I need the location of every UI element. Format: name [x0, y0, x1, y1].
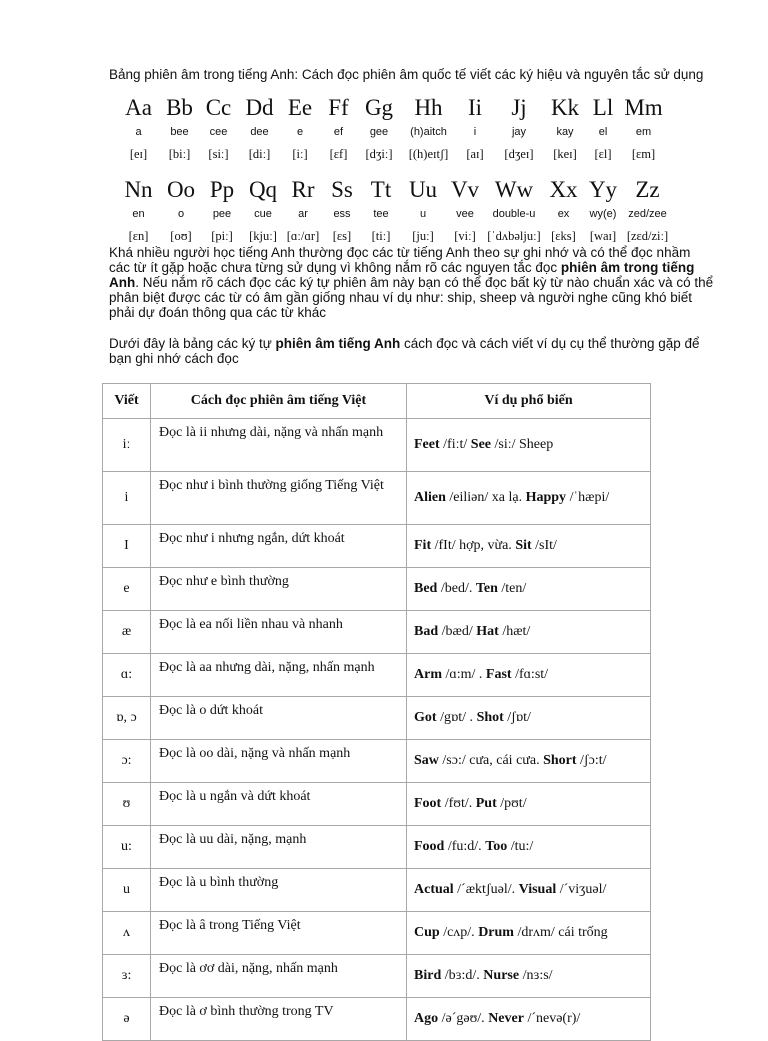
example-word: Fit — [414, 538, 432, 553]
example-word: Saw — [414, 753, 439, 768]
example-transcription: /cʌp/. — [439, 925, 479, 940]
example-word: Alien — [414, 490, 446, 505]
table-row — [103, 998, 651, 1041]
pronunciation-description: Đọc là o dứt khoát — [151, 697, 407, 740]
alphabet-letter-name: e — [296, 126, 304, 138]
alphabet-cell — [401, 177, 445, 243]
example-word: Put — [475, 796, 497, 811]
example-transcription: /ten/ — [497, 581, 527, 596]
alphabet-row-2 — [116, 177, 673, 243]
pronunciation-description: Đọc như i nhưng ngắn, dứt khoát — [151, 525, 407, 568]
alphabet-letter-name: em — [635, 126, 652, 138]
example-word: Foot — [414, 796, 442, 811]
alphabet-letter-name: kay — [556, 126, 574, 138]
alphabet-letter-name: o — [177, 208, 185, 220]
alphabet-ipa: [piː] — [211, 229, 233, 243]
example-transcription: /bæd/ — [438, 624, 477, 639]
example-word: Sit — [515, 538, 532, 553]
example-word: Happy — [525, 490, 567, 505]
example-word: Arm — [414, 667, 442, 682]
table-row — [103, 611, 651, 654]
alphabet-letters: Ee — [287, 95, 313, 120]
alphabet-cell — [198, 95, 239, 161]
alphabet-letters: Kk — [550, 95, 580, 120]
alphabet-letters: Bb — [166, 95, 193, 120]
example-word: Shot — [476, 710, 504, 725]
alphabet-cell — [485, 177, 543, 243]
alphabet-letter-name: i — [473, 126, 477, 138]
alphabet-letters: Hh — [414, 95, 443, 120]
table-row — [103, 654, 651, 697]
alphabet-cell — [357, 95, 401, 161]
alphabet-letters: Ff — [328, 95, 349, 120]
para1-text-1: Khá nhiều người học tiếng Anh thường đọc các từ tiếng Anh theo sự ghi nhớ và có thể đọc nhầm các từ ít gặp hoặc chưa từng sử dụng vì không nắm rõ các nguyen tắc đọc — [109, 245, 691, 275]
alphabet-cell — [280, 95, 320, 161]
alphabet-letter-name: tee — [373, 208, 389, 220]
example-transcription: /hæt/ — [498, 624, 531, 639]
alphabet-cell — [456, 95, 494, 161]
example-cell — [407, 912, 651, 955]
alphabet-ipa: [dʒiː] — [365, 147, 393, 161]
example-word: Fast — [485, 667, 512, 682]
example-word: Feet — [414, 437, 440, 452]
alphabet-cell — [243, 177, 283, 243]
example-word: See — [470, 437, 491, 452]
alphabet-letters: Qq — [248, 177, 278, 202]
example-word: Nurse — [483, 968, 520, 983]
alphabet-ipa: [ɛks] — [551, 229, 576, 243]
alphabet-cell — [201, 177, 243, 243]
example-transcription: /eiliən/ xa lạ. — [445, 490, 526, 505]
alphabet-letter-name: gee — [369, 126, 389, 138]
alphabet-letters: Xx — [549, 177, 578, 202]
phonetic-symbol: ə — [103, 998, 151, 1041]
example-transcription: /bɜ:d/. — [441, 968, 484, 983]
example-word: Bad — [414, 624, 439, 639]
example-transcription: /fʊt/. — [441, 796, 476, 811]
alphabet-letter-name: bee — [170, 126, 189, 138]
pronunciation-description: Đọc là ea nối liền nhau và nhanh — [151, 611, 407, 654]
alphabet-ipa: [eɪ] — [129, 147, 148, 161]
phonetic-symbol: ɜ: — [103, 955, 151, 998]
alphabet-ipa: [waɪ] — [589, 229, 617, 243]
alphabet-cell — [401, 95, 456, 161]
example-transcription: /siː/ Sheep — [491, 437, 554, 452]
table-row — [103, 697, 651, 740]
para1-text-2: . Nếu nắm rõ cách đọc các ký tự phiên âm này bạn có thể đọc bất kỳ từ nào chuẩn xác và có thể phân biệt được các từ có âm gần giống nhau ví dụ như: ship, sheep và người nghe cũng khó biết phải dự đoán thông qua các từ khác — [109, 275, 714, 320]
alphabet-ipa: [oʊ] — [170, 229, 192, 243]
example-cell — [407, 998, 651, 1041]
example-cell — [407, 472, 651, 525]
phonetic-symbol: e — [103, 568, 151, 611]
alphabet-letter-name: cee — [209, 126, 228, 138]
alphabet-letters: Tt — [370, 177, 392, 202]
example-word: Too — [485, 839, 508, 854]
example-word: Drum — [478, 925, 514, 940]
example-transcription: /ˊviʒuəl/ — [556, 882, 607, 897]
alphabet-ipa: [juː] — [412, 229, 434, 243]
table-row — [103, 783, 651, 826]
pronunciation-description: Đọc là uu dài, nặng, mạnh — [151, 826, 407, 869]
table-row — [103, 869, 651, 912]
alphabet-letter-name: vee — [456, 208, 474, 220]
example-cell — [407, 611, 651, 654]
table-row — [103, 955, 651, 998]
example-word: Actual — [414, 882, 454, 897]
phonetic-symbol: ɑ: — [103, 654, 151, 697]
alphabet-letter-name: cue — [254, 208, 272, 220]
alphabet-ipa: [kjuː] — [249, 229, 277, 243]
alphabet-cell — [586, 95, 620, 161]
example-cell — [407, 525, 651, 568]
example-transcription: /ɑ:m/ . — [442, 667, 486, 682]
alphabet-ipa: [ɑː/ɑr] — [286, 229, 320, 243]
alphabet-letters: Cc — [205, 95, 232, 120]
example-transcription: /sIt/ — [531, 538, 557, 553]
alphabet-letter-name: double-u — [492, 208, 536, 220]
example-transcription: /tu:/ — [507, 839, 534, 854]
alphabet-cell — [116, 177, 161, 243]
table-row — [103, 912, 651, 955]
alphabet-ipa: [ɛf] — [329, 147, 348, 161]
alphabet-letter-name: dee — [250, 126, 269, 138]
alphabet-cell — [494, 95, 544, 161]
alphabet-letters: Rr — [291, 177, 315, 202]
alphabet-letter-name: ex — [557, 208, 570, 220]
table-row — [103, 826, 651, 869]
alphabet-cell — [116, 95, 161, 161]
alphabet-letter-name: ar — [298, 208, 308, 220]
table-row — [103, 419, 651, 472]
alphabet-letter-name: a — [135, 126, 142, 138]
phonetic-symbol: ɒ, ɔ — [103, 697, 151, 740]
alphabet-cell — [584, 177, 622, 243]
example-word: Cup — [414, 925, 440, 940]
phonetic-symbol: i — [103, 472, 151, 525]
alphabet-letters: Ww — [494, 177, 534, 202]
example-transcription: /əˊgəʊ/. — [438, 1011, 489, 1026]
example-word: Short — [543, 753, 577, 768]
alphabet-cell — [161, 95, 198, 161]
alphabet-letters: Pp — [209, 177, 235, 202]
para1-bold-1: phiên âm trong tiếng Anh — [109, 260, 695, 290]
alphabet-cell — [543, 177, 584, 243]
example-cell — [407, 783, 651, 826]
phonetic-symbol: æ — [103, 611, 151, 654]
alphabet-cell — [239, 95, 280, 161]
header-pronunciation: Cách đọc phiên âm tiếng Việt — [151, 384, 407, 419]
alphabet-letters: Ss — [331, 177, 353, 202]
example-cell — [407, 568, 651, 611]
phonetic-symbol: I — [103, 525, 151, 568]
phonetic-symbol: u — [103, 869, 151, 912]
pronunciation-description: Đọc là oo dài, nặng và nhấn mạnh — [151, 740, 407, 783]
header-write: Viết — [103, 384, 151, 419]
alphabet-cell — [620, 95, 667, 161]
example-transcription: /ˊæktʃuəl/. — [453, 882, 519, 897]
example-transcription: /sɔ:/ cưa, cái cưa. — [438, 753, 544, 768]
example-transcription: /nɜ:s/ — [519, 968, 553, 983]
alphabet-ipa: [ɛl] — [594, 147, 612, 161]
table-header-row — [103, 384, 651, 419]
pronunciation-description: Đọc như i bình thường giống Tiếng Việt — [151, 472, 407, 525]
example-word: Food — [414, 839, 445, 854]
phonetic-table — [102, 383, 651, 1041]
pronunciation-description: Đọc là â trong Tiếng Việt — [151, 912, 407, 955]
alphabet-ipa: [siː] — [208, 147, 229, 161]
example-transcription: /fu:d/. — [444, 839, 486, 854]
pronunciation-description: Đọc là aa nhưng dài, nặng, nhấn mạnh — [151, 654, 407, 697]
phonetic-symbol: u: — [103, 826, 151, 869]
alphabet-letters: Gg — [364, 95, 394, 120]
example-cell — [407, 955, 651, 998]
phonetic-symbol: ɔ: — [103, 740, 151, 783]
header-examples: Ví dụ phổ biến — [407, 384, 651, 419]
alphabet-letter-name: ess — [333, 208, 351, 220]
alphabet-cell — [544, 95, 586, 161]
table-intro-paragraph — [109, 336, 715, 366]
alphabet-ipa: [ɛs] — [332, 229, 352, 243]
example-transcription: /fIt/ hợp, vừa. — [431, 538, 516, 553]
alphabet-letter-name: (h)aitch — [410, 126, 447, 138]
alphabet-cell — [283, 177, 323, 243]
alphabet-ipa: [dʒeɪ] — [504, 147, 534, 161]
example-word: Bed — [414, 581, 438, 596]
para2-bold-1: phiên âm tiếng Anh — [275, 336, 401, 351]
alphabet-letters: Vv — [450, 177, 480, 202]
pronunciation-description: Đọc là ii nhưng dài, nặng và nhấn mạnh — [151, 419, 407, 472]
example-word: Visual — [518, 882, 557, 897]
alphabet-letters: Dd — [245, 95, 274, 120]
example-transcription: /gɒt/ . — [436, 710, 477, 725]
example-transcription: /fɑ:st/ — [511, 667, 549, 682]
alphabet-cell — [445, 177, 485, 243]
example-transcription: /ˈhæpi/ — [566, 490, 610, 505]
example-transcription: /pʊt/ — [496, 796, 527, 811]
phonetic-symbol: iː — [103, 419, 151, 472]
example-cell — [407, 654, 651, 697]
alphabet-letters: Mm — [624, 95, 663, 120]
alphabet-ipa: [ˈdʌbəljuː] — [487, 229, 541, 243]
alphabet-letters: Ll — [592, 95, 614, 120]
example-transcription: /fiːt/ — [439, 437, 471, 452]
alphabet-ipa: [tiː] — [371, 229, 391, 243]
alphabet-letter-name: u — [419, 208, 427, 220]
example-cell — [407, 826, 651, 869]
pronunciation-description: Đọc là u bình thường — [151, 869, 407, 912]
alphabet-ipa: [ɛn] — [128, 229, 149, 243]
alphabet-letter-name: en — [132, 208, 145, 220]
example-cell — [407, 419, 651, 472]
alphabet-letters: Nn — [124, 177, 153, 202]
phonetic-symbol: ʌ — [103, 912, 151, 955]
table-row — [103, 740, 651, 783]
alphabet-letters: Uu — [408, 177, 438, 202]
table-row — [103, 525, 651, 568]
pronunciation-description: Đọc là ơ bình thường trong TV — [151, 998, 407, 1041]
alphabet-ipa: [keɪ] — [553, 147, 577, 161]
alphabet-letters: Yy — [588, 177, 618, 202]
alphabet-letters: Zz — [635, 177, 660, 202]
alphabet-letter-name: ef — [333, 126, 344, 138]
example-cell — [407, 869, 651, 912]
alphabet-ipa: [viː] — [454, 229, 476, 243]
example-cell — [407, 740, 651, 783]
alphabet-ipa: [iː] — [292, 147, 308, 161]
phonetic-symbol: ʊ — [103, 783, 151, 826]
para2-text-1: Dưới đây là bảng các ký tự — [109, 336, 276, 351]
alphabet-ipa: [aɪ] — [466, 147, 484, 161]
document-title: Bảng phiên âm trong tiếng Anh: Cách đọc phiên âm quốc tế viết các ký hiệu và nguyên tắc sử dụng — [109, 67, 704, 82]
intro-paragraph — [109, 245, 715, 320]
example-word: Bird — [414, 968, 442, 983]
example-word: Never — [488, 1011, 524, 1026]
alphabet-letters: Ii — [467, 95, 483, 120]
example-word: Ago — [414, 1011, 439, 1026]
alphabet-letter-name: el — [598, 126, 608, 138]
example-transcription: /ʃɒt/ — [503, 710, 531, 725]
alphabet-letter-name: jay — [511, 126, 527, 138]
pronunciation-description: Đọc là ơơ dài, nặng, nhấn mạnh — [151, 955, 407, 998]
alphabet-cell — [622, 177, 673, 243]
example-transcription: /bed/. — [437, 581, 476, 596]
alphabet-cell — [361, 177, 401, 243]
alphabet-ipa: [ɛm] — [631, 147, 656, 161]
example-word: Ten — [475, 581, 498, 596]
alphabet-cell — [320, 95, 357, 161]
alphabet-letter-name: wy(e) — [589, 208, 617, 220]
alphabet-letters: Oo — [166, 177, 196, 202]
alphabet-letters: Jj — [511, 95, 527, 120]
alphabet-cell — [323, 177, 361, 243]
example-word: Hat — [476, 624, 499, 639]
alphabet-ipa: [zɛd/ziː] — [626, 229, 669, 243]
example-transcription: /ˊnevə(r)/ — [523, 1011, 581, 1026]
alphabet-letter-name: zed/zee — [628, 208, 667, 220]
pronunciation-description: Đọc như e bình thường — [151, 568, 407, 611]
alphabet-ipa: [(h)eɪtʃ] — [408, 147, 449, 161]
alphabet-letters: Aa — [125, 95, 152, 120]
example-transcription: /ʃɔ:t/ — [576, 753, 607, 768]
alphabet-cell — [161, 177, 201, 243]
alphabet-ipa: [biː] — [168, 147, 191, 161]
para2-text-2: cách đọc và cách viết ví dụ cụ thể thường gặp để bạn ghi nhớ cách đọc — [109, 336, 700, 366]
table-row — [103, 568, 651, 611]
table-row — [103, 472, 651, 525]
example-word: Got — [414, 710, 437, 725]
pronunciation-description: Đọc là u ngắn và dứt khoát — [151, 783, 407, 826]
alphabet-row-1 — [116, 95, 667, 161]
example-transcription: /drʌm/ cái trống — [513, 925, 608, 940]
example-cell — [407, 697, 651, 740]
alphabet-ipa: [diː] — [248, 147, 271, 161]
alphabet-letter-name: pee — [212, 208, 232, 220]
